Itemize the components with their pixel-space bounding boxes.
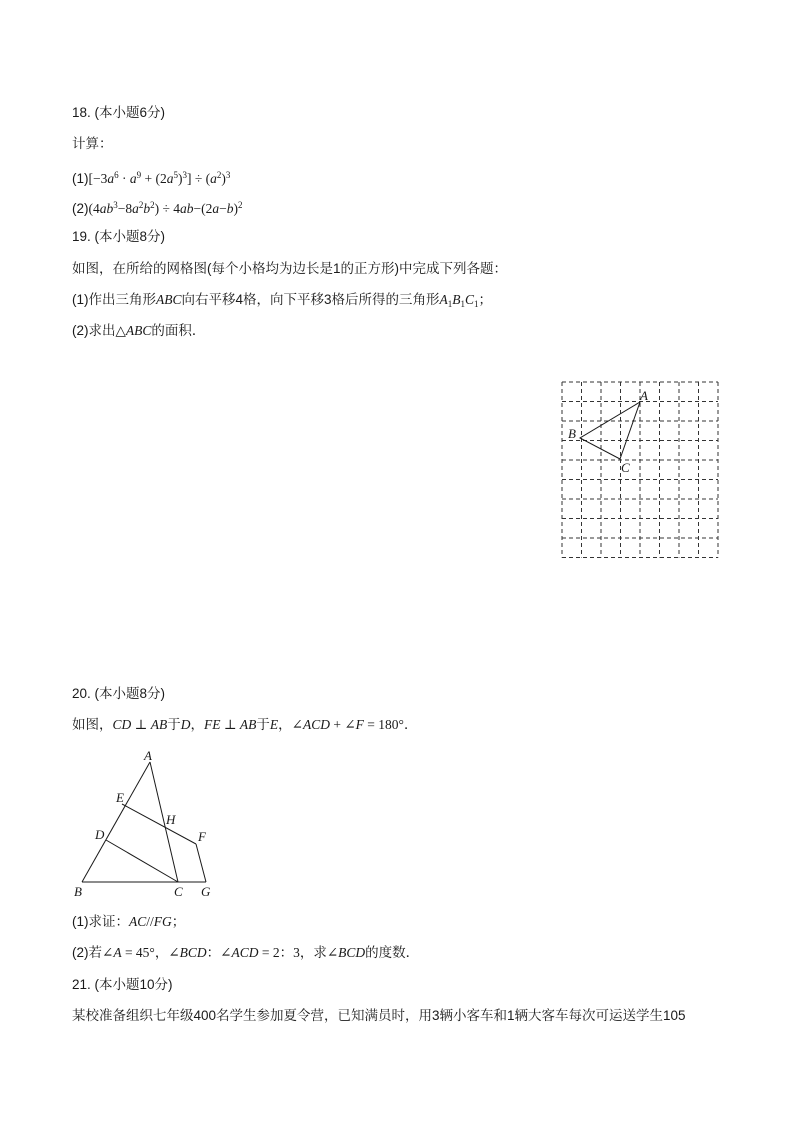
triangle-abc-symbol: ABC: [156, 292, 182, 307]
q19-intro: 如图，在所给的网格图(每个小格均为边长是1的正方形)中完成下列各题：: [72, 261, 507, 276]
q20-intro-c: ，: [190, 717, 204, 732]
q20-header: 20. (本小题8分): [72, 686, 166, 701]
q20-intro-e: ，: [278, 717, 292, 732]
q19-grid-figure: [560, 380, 720, 556]
q20-intro-b: 于: [167, 717, 181, 732]
label-a: A: [640, 388, 648, 403]
q18-part2-expr: $(4ab^3-8a^2b^2) \div 4ab-(2a-b)^2$: [88, 200, 243, 216]
label-g: G: [201, 884, 211, 899]
q21-header: 21. (本小题10分): [72, 977, 173, 992]
q20-intro: 如图，CD ⊥ AB于D，FE ⊥ AB于E，∠ACD + ∠F = 180°．: [72, 717, 418, 732]
q19-part2-text-a: (2)求出: [72, 323, 116, 338]
label-b: B: [568, 426, 576, 441]
q19-header: 19. (本小题8分): [72, 229, 166, 244]
q18-part2-label: (2): [72, 201, 89, 216]
triangle-symbol: △: [115, 323, 126, 338]
triangle-abc-name: ABC: [125, 323, 152, 338]
label-f: F: [198, 829, 206, 844]
label-b: B: [74, 884, 82, 899]
q19-part2-text-b: 的面积．: [151, 323, 206, 338]
q19-part1: (1)作出三角形ABC向右平移4格，向下平移3格后所得的三角形$A_1B_1C_1$；: [72, 292, 493, 309]
q20-intro-f: ．: [403, 717, 418, 732]
label-d: D: [95, 827, 105, 842]
q20-geometry-figure: [70, 748, 220, 900]
q20-part2-text-c: ，求: [299, 945, 327, 960]
dashed-grid: [562, 382, 718, 558]
q20-part1: (1)求证：AC//FG；: [72, 914, 186, 929]
label-c: C: [174, 884, 183, 899]
triangle-abc: [580, 402, 640, 459]
q21-body: 某校准备组织七年级400名学生参加夏令营，已知满员时，用3辆小客车和1辆大客车每次可运送学生105: [72, 1008, 686, 1023]
q18-part1: [72, 166, 230, 188]
label-c: C: [621, 460, 630, 475]
q18-part1-label: (1): [72, 171, 89, 186]
q20-intro-a: 如图，: [72, 717, 113, 732]
label-e: E: [116, 790, 124, 805]
q19-part2: [72, 322, 205, 340]
q20-part2-text-b: ，: [154, 945, 169, 960]
q18-header: 18. (本小题6分): [72, 105, 166, 120]
q18-instruction: 计算：: [72, 136, 113, 151]
q19-part1-text-a: (1)作出三角形: [72, 292, 156, 307]
q20-intro-d: 于: [256, 717, 270, 732]
label-a: A: [144, 748, 152, 763]
label-h: H: [166, 812, 176, 827]
q20-part2: (2)若∠A = 45°，∠BCD：∠ACD = 2：3，求∠BCD的度数．: [72, 945, 420, 960]
triangle-a1b1c1-symbol: $A_1B_1C_1$: [439, 292, 479, 309]
q20-part2-text-a: (2)若: [72, 945, 102, 960]
q18-part2: [72, 196, 243, 218]
q20-part1-text-b: ；: [171, 914, 186, 929]
q20-part2-text-d: 的度数．: [365, 945, 420, 960]
q20-part1-text-a: (1)求证：: [72, 914, 129, 929]
q18-part1-expr: $[-3a^6 \cdot a^9 + (2a^5)^3] \div (a^2)^3$: [88, 170, 231, 186]
q19-part1-text-b: 向右平移4格，向下平移3格后所得的三角形: [181, 292, 440, 307]
